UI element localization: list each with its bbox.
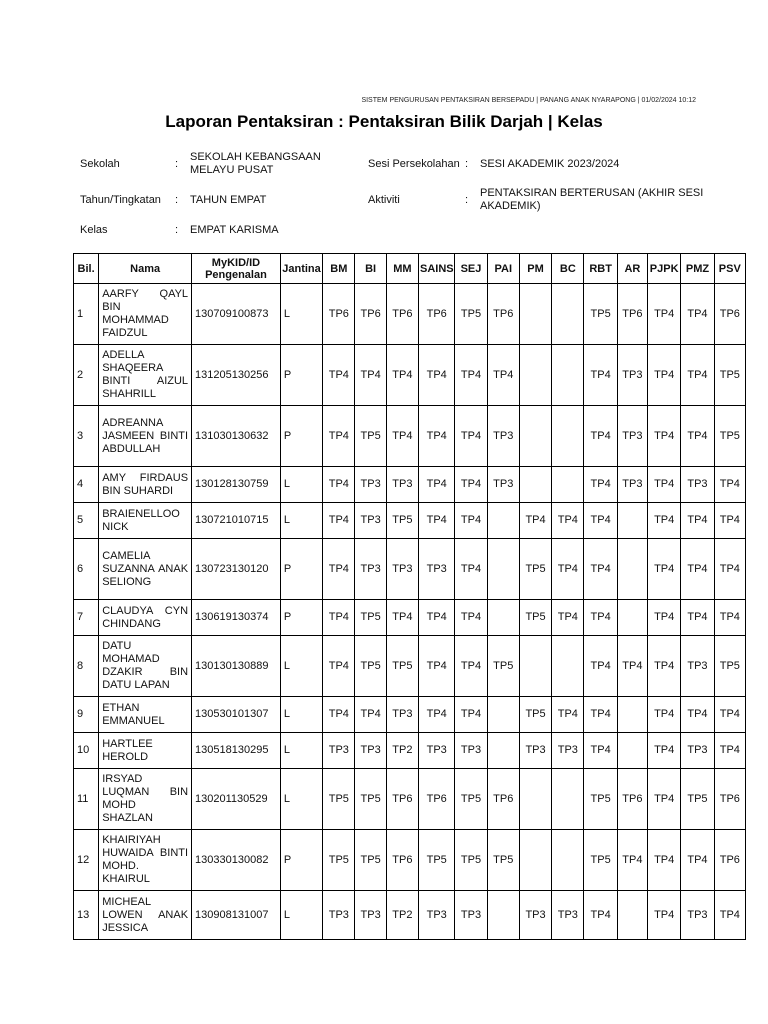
score-cell: TP4 <box>419 345 455 406</box>
score-cell: TP4 <box>323 539 355 600</box>
table-row <box>74 891 746 940</box>
score-cell: TP5 <box>681 769 714 830</box>
row-bil: 12 <box>74 830 99 891</box>
student-mykid: 130723130120 <box>192 539 281 600</box>
student-mykid: 130128130759 <box>192 467 281 503</box>
score-cell: TP5 <box>455 769 487 830</box>
score-cell: TP4 <box>323 503 355 539</box>
score-cell: TP4 <box>714 697 745 733</box>
student-mykid: 130908131007 <box>192 891 281 940</box>
score-cell: TP3 <box>552 733 584 769</box>
score-cell: TP3 <box>455 733 487 769</box>
student-jantina: P <box>280 830 322 891</box>
score-cell: TP3 <box>419 539 455 600</box>
colon: : <box>465 194 469 206</box>
score-cell: TP3 <box>617 406 647 467</box>
score-cell: TP5 <box>519 600 551 636</box>
score-cell: TP4 <box>584 345 617 406</box>
score-cell: TP6 <box>714 284 745 345</box>
score-cell: TP3 <box>487 467 519 503</box>
score-cell: TP4 <box>455 467 487 503</box>
score-cell: TP4 <box>419 467 455 503</box>
score-cell: TP6 <box>386 284 418 345</box>
header-subject: AR <box>617 254 647 284</box>
score-cell: TP6 <box>714 769 745 830</box>
student-mykid: 130721010715 <box>192 503 281 539</box>
score-cell: TP4 <box>323 406 355 467</box>
score-cell: TP6 <box>323 284 355 345</box>
system-header: SISTEM PENGURUSAN PENTAKSIRAN BERSEPADU | PANANG ANAK NYARAPONG | 01/02/2024 10:12 <box>361 97 696 104</box>
header-subject: BM <box>323 254 355 284</box>
score-cell: TP3 <box>323 891 355 940</box>
score-cell: TP4 <box>648 830 681 891</box>
info-row-tahun <box>80 178 720 222</box>
score-cell <box>552 830 584 891</box>
table-body <box>74 284 746 940</box>
score-cell: TP4 <box>681 503 714 539</box>
score-cell: TP5 <box>519 539 551 600</box>
header-subject: RBT <box>584 254 617 284</box>
score-cell: TP5 <box>355 769 386 830</box>
score-cell: TP4 <box>419 600 455 636</box>
student-name: CAMELIA SUZANNA ANAK SELIONG <box>99 539 192 600</box>
row-bil: 9 <box>74 697 99 733</box>
score-cell: TP5 <box>714 345 745 406</box>
score-cell: TP4 <box>681 406 714 467</box>
score-cell: TP3 <box>419 733 455 769</box>
score-cell: TP4 <box>648 345 681 406</box>
table-row <box>74 503 746 539</box>
score-cell <box>487 697 519 733</box>
score-cell <box>617 600 647 636</box>
student-name: ADELLA SHAQEERA BINTI AIZUL SHAHRILL <box>99 345 192 406</box>
score-cell <box>519 406 551 467</box>
student-mykid: 131030130632 <box>192 406 281 467</box>
score-cell: TP3 <box>519 733 551 769</box>
student-mykid: 130201130529 <box>192 769 281 830</box>
score-cell: TP4 <box>714 539 745 600</box>
score-cell: TP4 <box>648 406 681 467</box>
kelas-label: Kelas <box>80 224 108 236</box>
header-bil: Bil. <box>74 254 99 284</box>
score-cell: TP4 <box>648 600 681 636</box>
score-cell: TP4 <box>355 697 386 733</box>
student-name: AARFY QAYL BIN MOHAMMAD FAIDZUL <box>99 284 192 345</box>
table-row <box>74 284 746 345</box>
score-cell: TP4 <box>386 600 418 636</box>
score-cell: TP6 <box>487 769 519 830</box>
table-row <box>74 830 746 891</box>
student-name: ADREANNA JASMEEN BINTI ABDULLAH <box>99 406 192 467</box>
colon: : <box>465 158 469 170</box>
table-header-row <box>74 254 746 284</box>
score-cell: TP5 <box>355 600 386 636</box>
score-cell: TP5 <box>714 636 745 697</box>
score-cell: TP4 <box>455 539 487 600</box>
score-cell: TP3 <box>681 891 714 940</box>
header-subject: MM <box>386 254 418 284</box>
student-mykid: 130709100873 <box>192 284 281 345</box>
score-cell: TP4 <box>386 406 418 467</box>
score-cell: TP6 <box>355 284 386 345</box>
score-cell: TP4 <box>648 769 681 830</box>
score-cell: TP5 <box>355 830 386 891</box>
score-cell: TP3 <box>355 733 386 769</box>
score-cell: TP5 <box>519 697 551 733</box>
student-jantina: L <box>280 284 322 345</box>
sekolah-value: SEKOLAH KEBANGSAAN MELAYU PUSAT <box>190 151 321 176</box>
score-cell: TP4 <box>584 406 617 467</box>
score-cell: TP4 <box>323 467 355 503</box>
score-cell: TP5 <box>355 636 386 697</box>
score-cell: TP4 <box>323 600 355 636</box>
student-mykid: 130619130374 <box>192 600 281 636</box>
score-cell: TP5 <box>386 636 418 697</box>
score-cell <box>487 600 519 636</box>
score-cell: TP6 <box>386 830 418 891</box>
row-bil: 4 <box>74 467 99 503</box>
score-cell: TP3 <box>355 539 386 600</box>
score-cell: TP4 <box>455 636 487 697</box>
score-cell: TP6 <box>419 769 455 830</box>
score-cell: TP3 <box>681 733 714 769</box>
student-jantina: L <box>280 769 322 830</box>
header-subject: SEJ <box>455 254 487 284</box>
score-cell <box>519 830 551 891</box>
score-cell: TP4 <box>455 697 487 733</box>
score-cell: TP4 <box>714 467 745 503</box>
score-cell: TP4 <box>617 636 647 697</box>
score-cell: TP4 <box>419 636 455 697</box>
score-cell: TP6 <box>617 769 647 830</box>
student-mykid: 130530101307 <box>192 697 281 733</box>
sesi-label: Sesi Persekolahan <box>368 157 460 170</box>
score-cell: TP4 <box>584 539 617 600</box>
student-jantina: L <box>280 891 322 940</box>
score-cell: TP4 <box>552 600 584 636</box>
tahun-value: TAHUN EMPAT <box>190 193 267 206</box>
score-cell: TP4 <box>323 636 355 697</box>
student-jantina: P <box>280 539 322 600</box>
score-cell: TP4 <box>552 697 584 733</box>
score-cell: TP4 <box>455 503 487 539</box>
score-cell: TP4 <box>552 539 584 600</box>
score-cell <box>617 697 647 733</box>
row-bil: 13 <box>74 891 99 940</box>
score-cell <box>519 636 551 697</box>
header-subject: PMZ <box>681 254 714 284</box>
student-name: HARTLEE HEROLD <box>99 733 192 769</box>
score-cell: TP3 <box>681 467 714 503</box>
header-subject: PAI <box>487 254 519 284</box>
sesi-value: SESI AKADEMIK 2023/2024 <box>480 157 620 170</box>
header-subject: PSV <box>714 254 745 284</box>
info-row-kelas <box>80 222 720 238</box>
table-row <box>74 733 746 769</box>
student-jantina: P <box>280 345 322 406</box>
score-cell: TP4 <box>584 697 617 733</box>
score-cell: TP6 <box>419 284 455 345</box>
score-cell: TP4 <box>617 830 647 891</box>
score-cell: TP4 <box>714 891 745 940</box>
table-row <box>74 539 746 600</box>
score-cell <box>617 733 647 769</box>
info-row-sekolah <box>80 150 720 178</box>
row-bil: 3 <box>74 406 99 467</box>
student-name: KHAIRIYAH HUWAIDA BINTI MOHD. KHAIRUL <box>99 830 192 891</box>
header-subject: SAINS <box>419 254 455 284</box>
score-cell: TP5 <box>584 830 617 891</box>
header-subject: PM <box>519 254 551 284</box>
header-jantina: Jantina <box>280 254 322 284</box>
colon: : <box>175 224 179 236</box>
student-name: BRAIENELLOO NICK <box>99 503 192 539</box>
score-cell: TP4 <box>455 600 487 636</box>
score-cell: TP4 <box>584 636 617 697</box>
student-jantina: P <box>280 600 322 636</box>
row-bil: 7 <box>74 600 99 636</box>
score-cell: TP4 <box>681 830 714 891</box>
report-info <box>80 150 720 238</box>
table-row <box>74 345 746 406</box>
score-cell <box>519 467 551 503</box>
score-cell: TP4 <box>681 539 714 600</box>
student-name: MICHEAL LOWEN ANAK JESSICA <box>99 891 192 940</box>
header-subject: BI <box>355 254 386 284</box>
score-cell: TP4 <box>648 539 681 600</box>
score-cell: TP5 <box>323 830 355 891</box>
score-cell: TP4 <box>648 467 681 503</box>
score-cell: TP4 <box>386 345 418 406</box>
score-cell: TP4 <box>455 406 487 467</box>
score-cell: TP3 <box>487 406 519 467</box>
score-cell: TP5 <box>355 406 386 467</box>
row-bil: 2 <box>74 345 99 406</box>
score-cell: TP4 <box>648 636 681 697</box>
score-cell: TP5 <box>487 636 519 697</box>
score-cell: TP2 <box>386 891 418 940</box>
score-cell <box>617 503 647 539</box>
student-jantina: P <box>280 406 322 467</box>
score-cell: TP3 <box>419 891 455 940</box>
score-cell: TP4 <box>584 503 617 539</box>
row-bil: 10 <box>74 733 99 769</box>
score-cell: TP3 <box>455 891 487 940</box>
student-mykid: 130518130295 <box>192 733 281 769</box>
score-cell: TP4 <box>487 345 519 406</box>
score-cell: TP4 <box>648 503 681 539</box>
score-cell: TP4 <box>714 733 745 769</box>
score-cell: TP4 <box>519 503 551 539</box>
student-mykid: 130130130889 <box>192 636 281 697</box>
score-cell: TP4 <box>681 345 714 406</box>
row-bil: 5 <box>74 503 99 539</box>
score-cell: TP5 <box>584 284 617 345</box>
score-cell: TP4 <box>419 697 455 733</box>
table-row <box>74 406 746 467</box>
table-row <box>74 600 746 636</box>
score-cell <box>487 503 519 539</box>
score-cell: TP4 <box>552 503 584 539</box>
student-name: ETHAN EMMANUEL <box>99 697 192 733</box>
sekolah-label: Sekolah <box>80 158 120 170</box>
score-cell: TP4 <box>648 284 681 345</box>
row-bil: 6 <box>74 539 99 600</box>
score-cell: TP3 <box>355 891 386 940</box>
table-row <box>74 636 746 697</box>
score-cell <box>519 284 551 345</box>
score-cell: TP6 <box>714 830 745 891</box>
student-name: AMY FIRDAUS BIN SUHARDI <box>99 467 192 503</box>
score-cell: TP3 <box>323 733 355 769</box>
score-cell: TP4 <box>584 891 617 940</box>
student-name: CLAUDYA CYN CHINDANG <box>99 600 192 636</box>
score-cell: TP4 <box>323 345 355 406</box>
score-cell: TP3 <box>386 467 418 503</box>
score-cell: TP4 <box>681 284 714 345</box>
score-cell <box>552 636 584 697</box>
row-bil: 8 <box>74 636 99 697</box>
score-cell <box>552 769 584 830</box>
kelas-value: EMPAT KARISMA <box>190 223 279 236</box>
score-cell: TP4 <box>584 600 617 636</box>
score-cell: TP4 <box>584 733 617 769</box>
score-cell <box>487 891 519 940</box>
score-cell: TP5 <box>455 830 487 891</box>
score-cell <box>617 891 647 940</box>
score-cell: TP4 <box>419 503 455 539</box>
score-cell <box>552 345 584 406</box>
table-row <box>74 769 746 830</box>
score-cell: TP5 <box>455 284 487 345</box>
score-cell: TP5 <box>419 830 455 891</box>
score-cell <box>519 769 551 830</box>
table-row <box>74 467 746 503</box>
score-cell: TP5 <box>323 769 355 830</box>
score-cell: TP5 <box>714 406 745 467</box>
score-cell: TP3 <box>355 503 386 539</box>
score-cell: TP4 <box>681 600 714 636</box>
score-cell <box>487 733 519 769</box>
score-cell: TP4 <box>455 345 487 406</box>
header-subject: PJPK <box>648 254 681 284</box>
score-cell: TP6 <box>386 769 418 830</box>
score-cell: TP3 <box>386 539 418 600</box>
score-cell: TP3 <box>617 345 647 406</box>
score-cell: TP4 <box>355 345 386 406</box>
score-cell <box>617 539 647 600</box>
score-cell: TP4 <box>648 733 681 769</box>
score-cell: TP5 <box>584 769 617 830</box>
score-cell: TP4 <box>419 406 455 467</box>
score-cell: TP4 <box>714 600 745 636</box>
header-mykid: MyKID/ID Pengenalan <box>192 254 281 284</box>
student-jantina: L <box>280 697 322 733</box>
score-cell: TP5 <box>487 830 519 891</box>
score-cell: TP4 <box>714 503 745 539</box>
score-cell: TP3 <box>681 636 714 697</box>
score-cell: TP5 <box>386 503 418 539</box>
header-subject: BC <box>552 254 584 284</box>
table-row <box>74 697 746 733</box>
student-jantina: L <box>280 503 322 539</box>
colon: : <box>175 158 179 170</box>
score-cell <box>519 345 551 406</box>
student-mykid: 130330130082 <box>192 830 281 891</box>
row-bil: 11 <box>74 769 99 830</box>
score-cell: TP4 <box>648 891 681 940</box>
score-cell: TP4 <box>584 467 617 503</box>
row-bil: 1 <box>74 284 99 345</box>
score-cell: TP4 <box>323 697 355 733</box>
score-cell: TP3 <box>519 891 551 940</box>
tahun-label: Tahun/Tingkatan <box>80 194 161 206</box>
assessment-table <box>73 253 746 940</box>
aktiviti-value: PENTAKSIRAN BERTERUSAN (AKHIR SESI AKADEMIK) <box>480 187 704 212</box>
score-cell: TP2 <box>386 733 418 769</box>
student-jantina: L <box>280 636 322 697</box>
student-jantina: L <box>280 467 322 503</box>
score-cell <box>552 406 584 467</box>
student-jantina: L <box>280 733 322 769</box>
score-cell <box>487 539 519 600</box>
score-cell: TP4 <box>648 697 681 733</box>
score-cell <box>552 467 584 503</box>
student-name: IRSYAD LUQMAN BIN MOHD SHAZLAN <box>99 769 192 830</box>
header-nama: Nama <box>99 254 192 284</box>
student-mykid: 131205130256 <box>192 345 281 406</box>
aktiviti-label: Aktiviti <box>368 193 400 206</box>
colon: : <box>175 194 179 206</box>
score-cell: TP3 <box>617 467 647 503</box>
score-cell: TP3 <box>355 467 386 503</box>
score-cell: TP3 <box>386 697 418 733</box>
page-title: Laporan Pentaksiran : Pentaksiran Bilik Darjah | Kelas <box>165 112 603 131</box>
student-name: DATU MOHAMAD DZAKIR BIN DATU LAPAN <box>99 636 192 697</box>
score-cell: TP3 <box>552 891 584 940</box>
score-cell: TP4 <box>681 697 714 733</box>
score-cell <box>552 284 584 345</box>
score-cell: TP6 <box>617 284 647 345</box>
score-cell: TP6 <box>487 284 519 345</box>
